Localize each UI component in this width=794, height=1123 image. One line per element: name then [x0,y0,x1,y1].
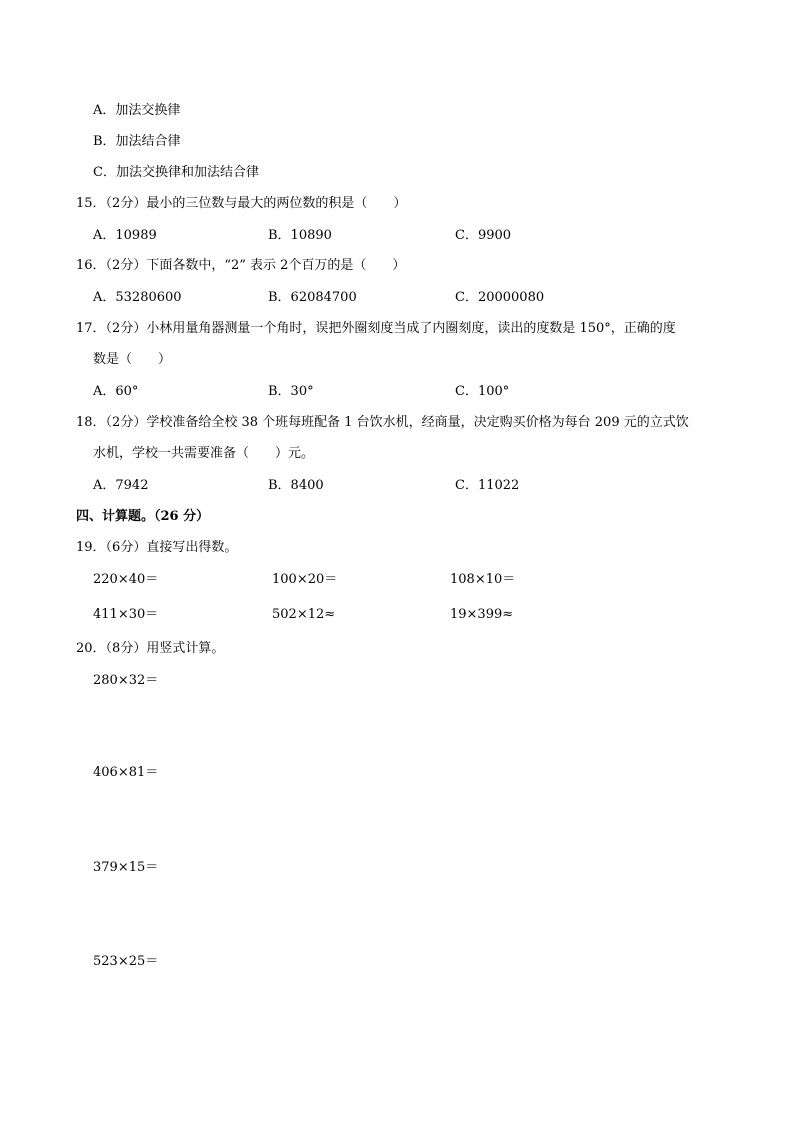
q19-item: 220×40＝ [93,572,159,587]
q19-item: 502×12≈ [272,607,336,622]
q16-option-a: A．53280600 [93,290,182,305]
q20-stem: 20．（8分）用竖式计算。 [76,641,225,656]
q19-item: 108×10＝ [450,572,516,587]
q15-option-c: C．9900 [455,228,512,243]
q17-stem-line1: 17．（2分）小林用量角器测量一个角时，误把外圈刻度当成了内圈刻度，读出的度数是 150°，正确的度 [76,321,676,336]
prev-option-c: C．加法交换律和加法结合律 [93,165,259,180]
q15-option-a: A．10989 [93,228,157,243]
q18-option-b: B．8400 [268,478,324,493]
q20-item: 523×25＝ [93,954,159,969]
q18-stem-line1: 18．（2分）学校准备给全校 38 个班每班配备 1 台饮水机，经商量，决定购买价格为每台 209 元的立式饮 [76,415,689,430]
q20-item: 280×32＝ [93,673,159,688]
q19-item: 411×30＝ [93,607,159,622]
q15-stem: 15．（2分）最小的三位数与最大的两位数的积是（ ） [76,196,407,211]
q19-item: 19×399≈ [450,607,514,622]
section-4-title: 四、计算题。（26 分） [76,509,210,524]
q19-stem: 19．（6分）直接写出得数。 [76,540,238,555]
q17-stem-line2: 数是（ ） [93,352,172,367]
q18-stem-line2: 水机，学校一共需要准备（ ）元。 [93,446,315,461]
q17-option-a: A．60° [93,384,139,399]
q17-option-c: C．100° [455,384,510,399]
q16-stem: 16．（2分）下面各数中，“2” 表示 2个百万的是（ ） [76,258,406,273]
q17-option-b: B．30° [268,384,314,399]
q15-option-b: B．10890 [268,228,332,243]
q16-option-c: C．20000080 [455,290,545,305]
q20-item: 379×15＝ [93,860,159,875]
prev-option-a: A．加法交换律 [93,103,181,118]
q18-option-a: A．7942 [93,478,149,493]
prev-option-b: B．加法结合律 [93,134,181,149]
q16-option-b: B．62084700 [268,290,357,305]
q18-option-c: C．11022 [455,478,520,493]
q19-item: 100×20＝ [272,572,338,587]
q20-item: 406×81＝ [93,765,159,780]
